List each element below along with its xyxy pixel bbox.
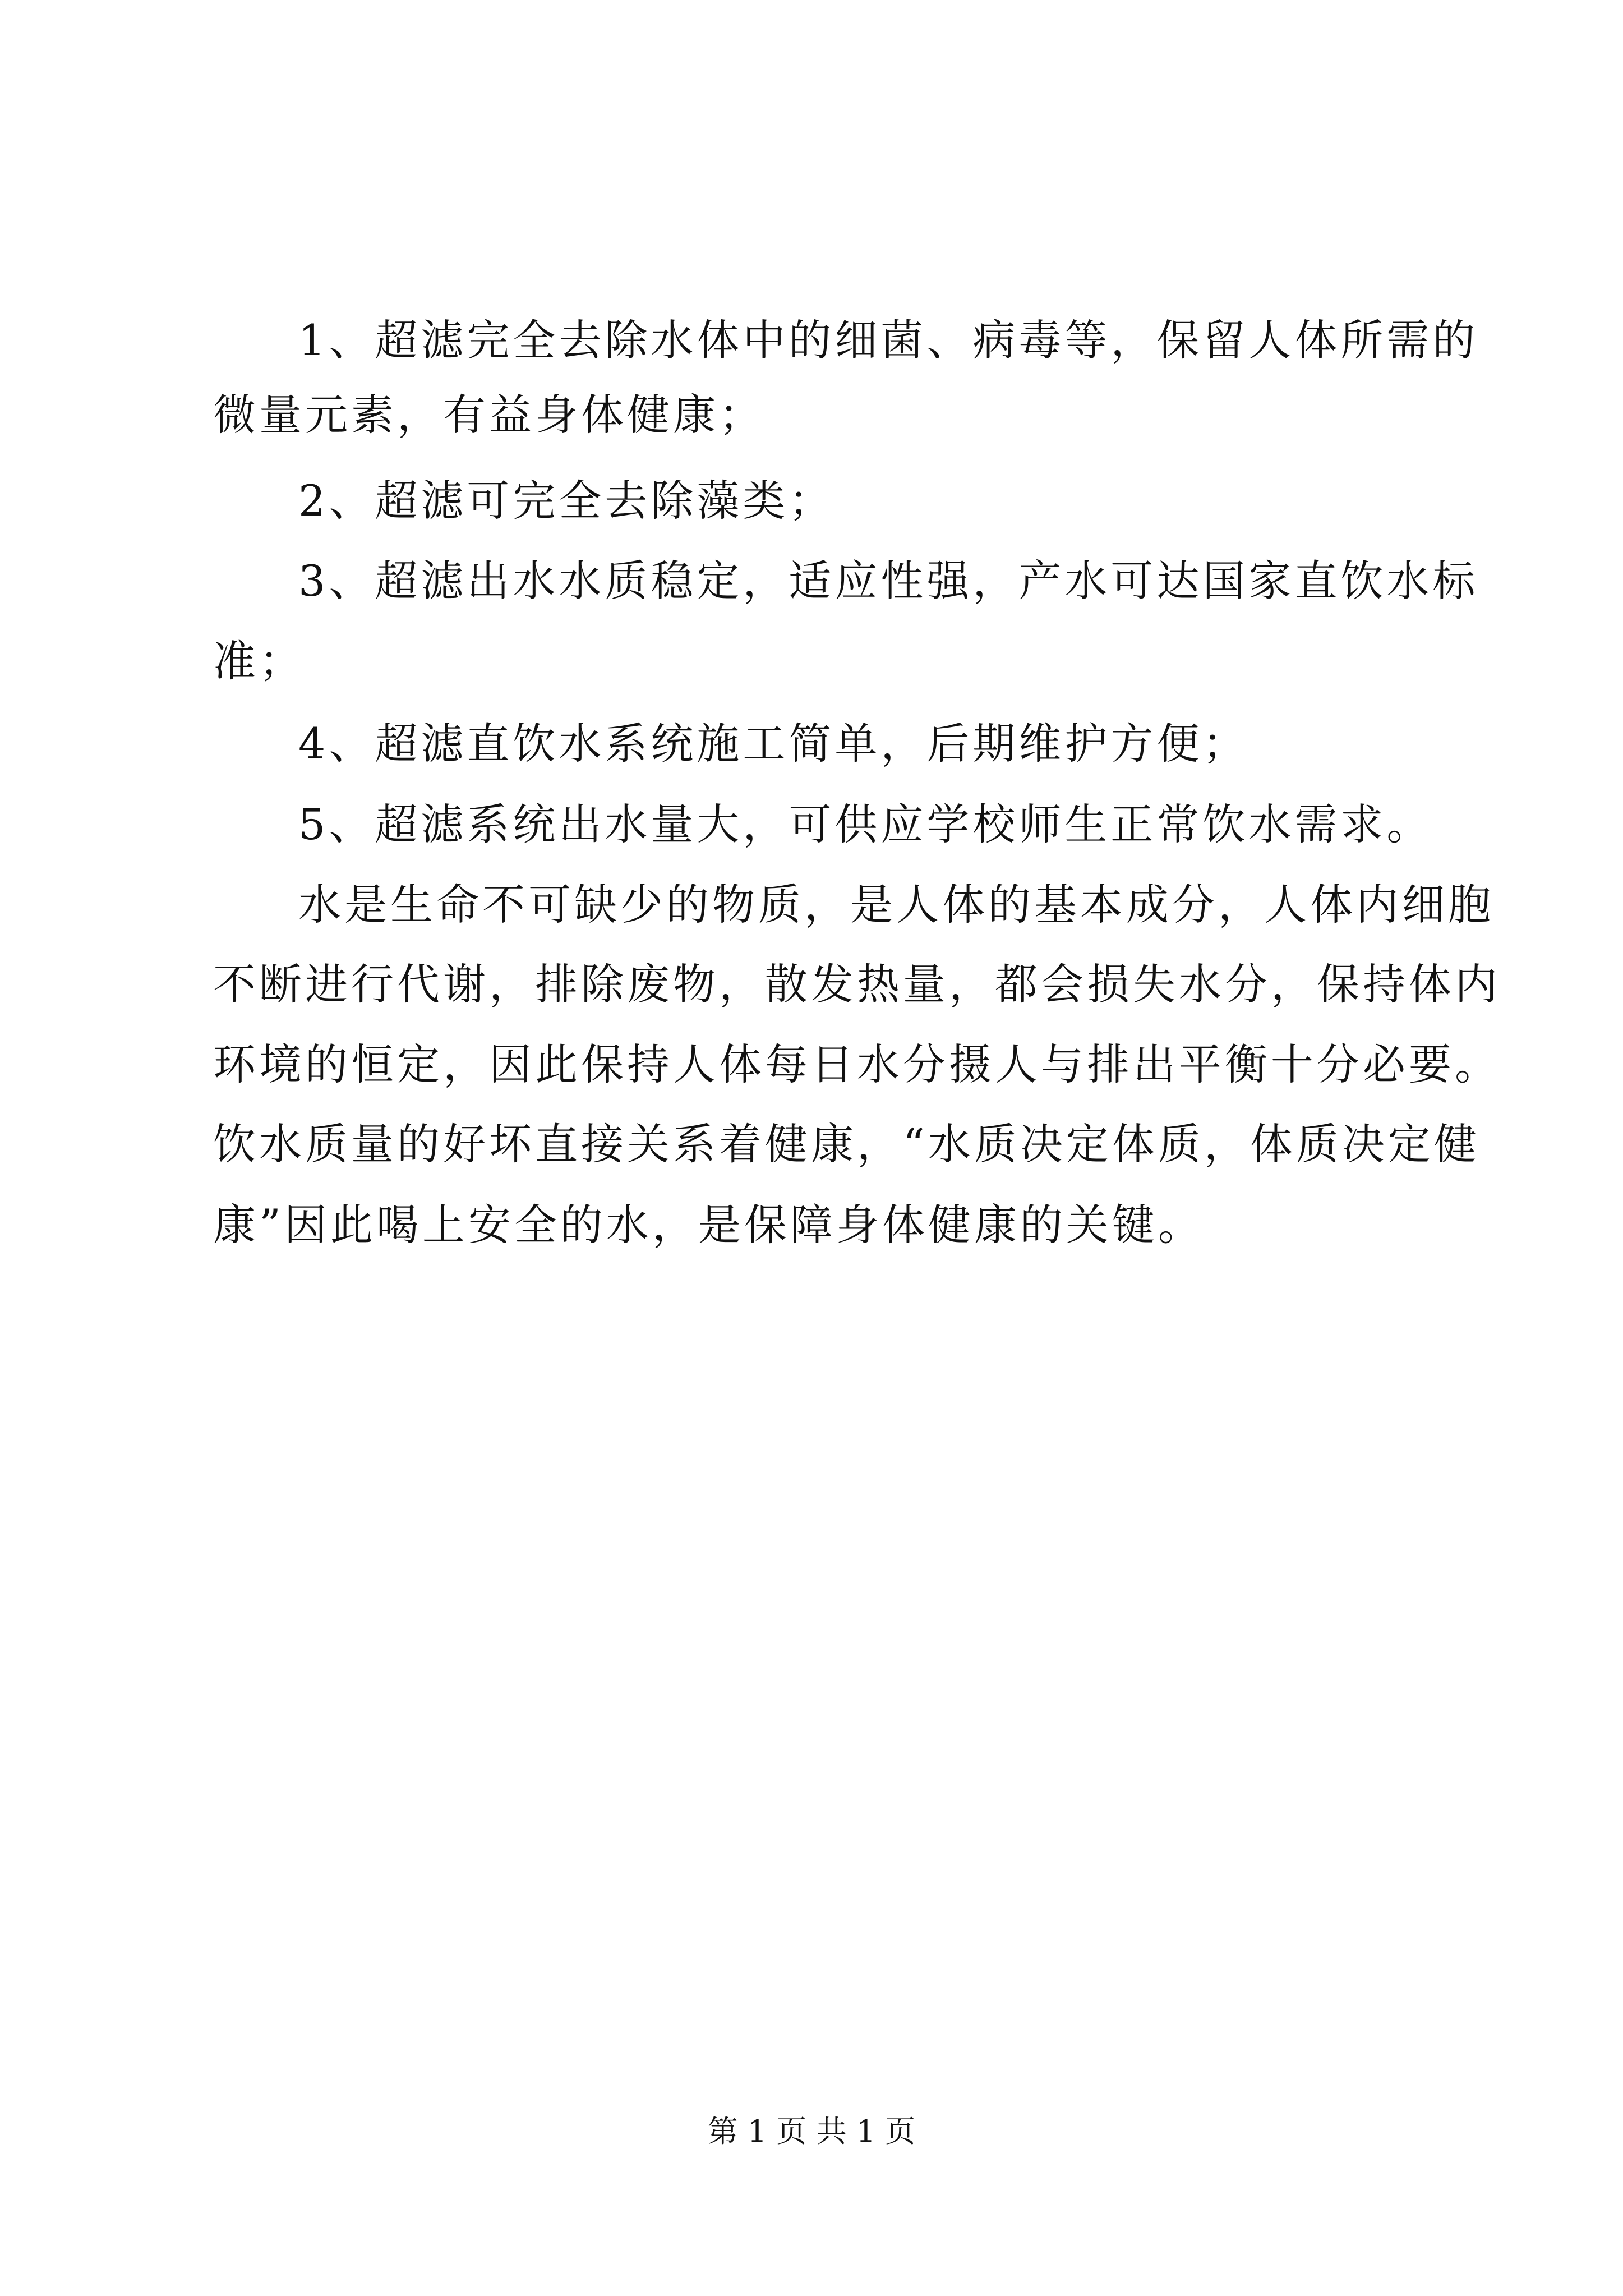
paragraph-6-line-5: 康”因此喝上安全的水，是保障身体健康的关键。 <box>213 1200 1204 1250</box>
paragraph-6-line-4: 饮水质量的好坏直接关系着健康，“水质决定体质，体质决定健 <box>213 1119 1480 1169</box>
paragraph-1-line-1: 1、超滤完全去除水体中的细菌、病毒等，保留人体所需的 <box>298 315 1479 365</box>
paragraph-3-line-2: 准； <box>213 636 305 686</box>
paragraph-1-line-2: 微量元素，有益身体健康； <box>213 390 765 440</box>
paragraph-4-line-1: 4、超滤直饮水系统施工简单，后期维护方便； <box>298 719 1249 769</box>
page-number-footer: 第 1 页 共 1 页 <box>707 2114 916 2149</box>
paragraph-6-line-3: 环境的恒定，因此保持人体每日水分摄人与排出平衡十分必要。 <box>213 1039 1501 1089</box>
paragraph-6-line-2: 不断进行代谢，排除废物，散发热量，都会损失水分，保持体内 <box>213 959 1501 1009</box>
paragraph-3-line-1: 3、超滤出水水质稳定，适应性强，产水可达国家直饮水标 <box>298 556 1479 606</box>
paragraph-2-line-1: 2、超滤可完全去除藻类； <box>298 476 835 526</box>
paragraph-5-line-1: 5、超滤系统出水量大，可供应学校师生正常饮水需求。 <box>298 799 1433 849</box>
paragraph-6-line-1: 水是生命不可缺少的物质，是人体的基本成分，人体内细胞 <box>298 880 1494 930</box>
